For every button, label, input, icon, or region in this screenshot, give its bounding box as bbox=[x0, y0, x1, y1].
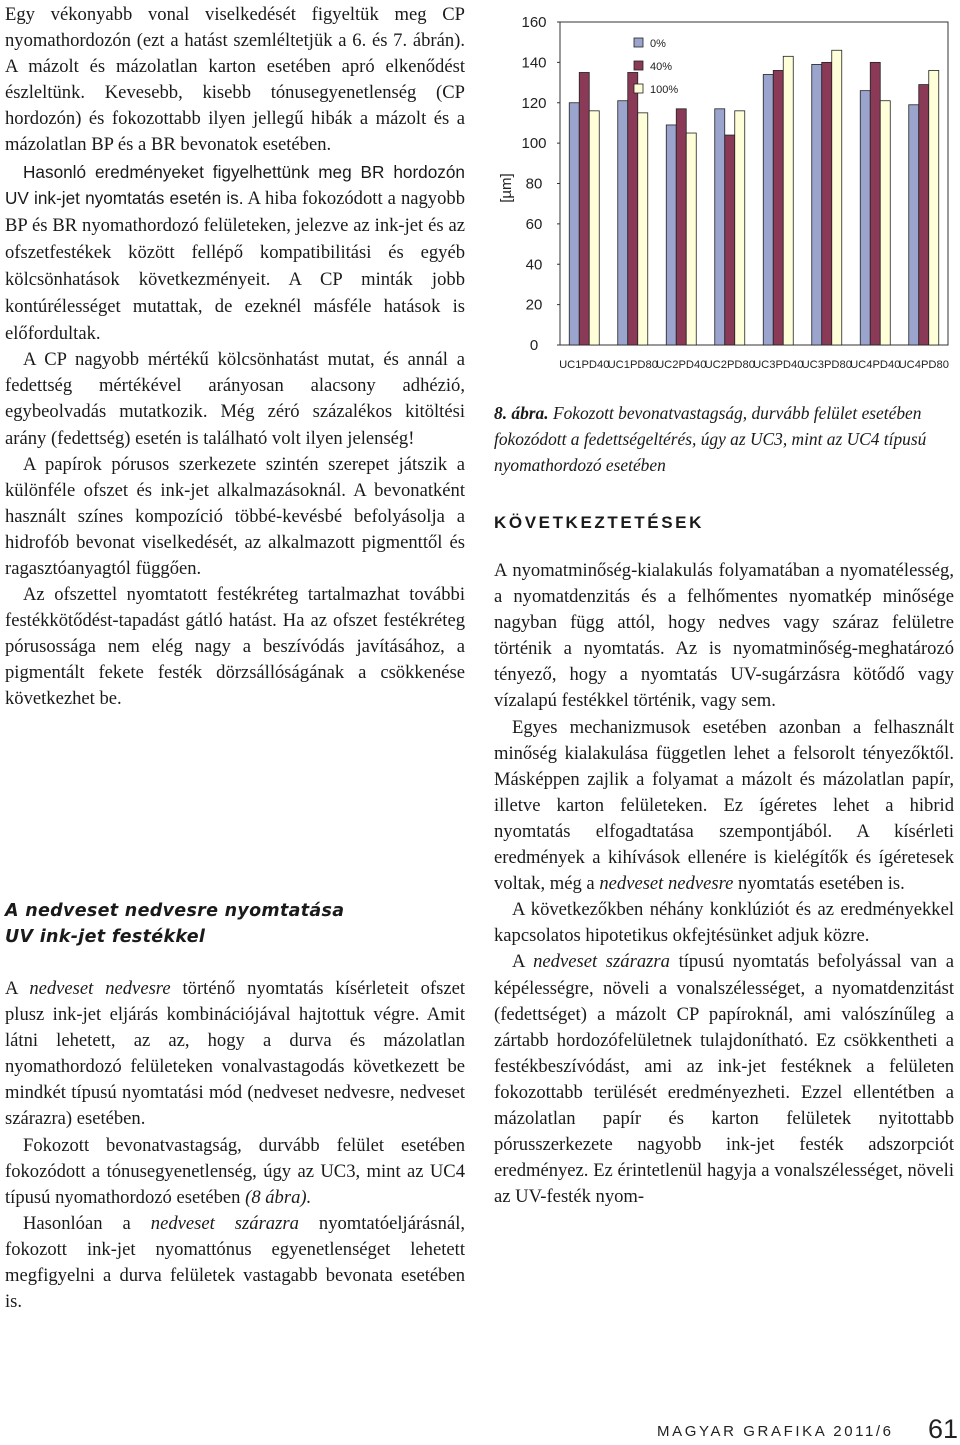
paragraph: A CP nagyobb mértékű kölcsönhatást mutat, és annál a fedettség mértékével arányosan alacsony adhézió, egybeolvadás mutatkozik. Még zéró százalékos kitöltési arány (fedettség) esetén is található volt ilyen jelenség! bbox=[5, 349, 465, 449]
text-span: történő nyomtatás kísérleteit ofszet plusz ink-jet eljárás kombinációjával hajtottuk végre. Amit látni lehetett, az az, hogy a durva és mázolatlan nyomathordozó felületeken vonalvastagodás következett be mindkét típusú nyomtatási mód (nedveset nedvesre, nedveset szárazra) esetében. bbox=[5, 978, 465, 1130]
bar bbox=[618, 101, 628, 345]
bar bbox=[773, 70, 783, 345]
paragraph: Az ofszettel nyomtatott festékréteg tartalmazhat további festékkötődést-tapadást gátló hatást. Ha az ofszet festékréteg pórusossága nem elég nagy a beszívódás javításához, a pigmentált fekete festék dörzsállóságának a csökkenése következhet be. bbox=[5, 584, 465, 710]
y-tick-label: 0 bbox=[529, 337, 539, 354]
legend-swatch bbox=[634, 61, 643, 70]
page-footer bbox=[640, 1411, 960, 1445]
bar-chart-svg bbox=[494, 0, 960, 392]
right-column bbox=[494, 558, 954, 1210]
y-axis-label: [µm] bbox=[498, 173, 515, 203]
y-tick-label: 120 bbox=[521, 94, 547, 112]
bar bbox=[822, 62, 832, 345]
bar bbox=[666, 125, 676, 345]
text-span: Hasonló eredményeket figyelhettünk meg BR hordozón UV ink-jet nyomtatás esetén is. bbox=[5, 161, 465, 208]
conclusions-heading: KÖVETKEZTETÉSEK bbox=[494, 513, 704, 532]
page-number: 61 bbox=[928, 1414, 959, 1444]
paragraph: A nyomatminőség-kialakulás folyamatában a nyomatélesség, a nyomatdenzitás és a felhőmentes nyomatkép minősége nagyban függ attól, hogy nedves vagy száraz felületre történik a nyomtatás. Az is nyomatminőség-meghatározó tényező, hogy a nyomtatás UV-sugárzásra kötődő vagy vízalapú festékkel történik, vagy sem. bbox=[494, 560, 954, 712]
bar bbox=[579, 72, 589, 345]
section-title-line: UV ink-jet festékkel bbox=[5, 927, 206, 947]
x-tick-label: UC3PD40 bbox=[753, 359, 804, 371]
x-tick-label: UC1PD80 bbox=[607, 359, 658, 371]
paragraph bbox=[494, 949, 954, 1210]
bar-chart bbox=[494, 0, 960, 392]
bar bbox=[628, 72, 638, 345]
text-span: nyomtatóeljárásnál, fokozott ink-jet nyomattónus egyenetlenséget lehetett megfigyelni a durva felületek vastagabb bevonata esetében is. bbox=[5, 1212, 466, 1313]
legend-label: 100% bbox=[650, 84, 679, 96]
x-tick-label: UC2PD80 bbox=[704, 359, 755, 371]
y-tick-label: 20 bbox=[525, 296, 543, 314]
left-column bbox=[5, 2, 465, 713]
bar bbox=[783, 56, 793, 345]
section-title-line: A nedveset nedvesre nyomtatása bbox=[5, 901, 345, 921]
paragraph: A következőkben néhány konklúziót és az eredményekkel kapcsolatos hipotetikus okfejtésünket adjuk közre. bbox=[494, 899, 954, 947]
section-title bbox=[5, 898, 465, 950]
bar bbox=[919, 85, 929, 345]
bar bbox=[638, 113, 648, 345]
text-span: Egyes mechanizmusok esetében azonban a felhasznált minőség kialakulása független lehet a felsorolt tényezőktől. Másképpen zajlik a folyamat a mázolt és mázolatlan papír, illetve karton felületeken. Ez ígéretes lehet a hibrid nyomtatás elfogadtatása szempontjából. A kísérleti eredmények a kihívások ellenére is kielégítők és ígéretesek voltak, még a bbox=[494, 716, 954, 895]
bar bbox=[860, 91, 870, 345]
journal-name: MAGYAR GRAFIKA 2011/6 bbox=[657, 1423, 894, 1440]
paragraph bbox=[5, 1211, 465, 1315]
bar bbox=[909, 105, 919, 345]
paragraph bbox=[494, 715, 954, 898]
text-span: típusú nyomtatás befolyással van a képélességre, növeli a vonalszélességet, a nyomatdenzitást (fedettséget) a mázolt CP papíroknál, ami valószínűleg a zártabb hordozófelületnek tulajdonítható. Ez csökkentheti a festékbeszívódást, ami az ink-jet festéknek a felületen fokozottabb terülését eredményezheti. Ezzel ellentétben a mázolatlan papír és karton felületek nyitottabb pórusszerkezete nagyobb ink-jet festék adszorpciót eredményez. Ez érintetlenül hagyja a vonalszélességet, növeli az UV-festék nyom- bbox=[494, 951, 954, 1208]
text-span: A bbox=[512, 951, 534, 973]
bar bbox=[763, 74, 773, 345]
bar bbox=[686, 133, 696, 345]
figure-caption bbox=[494, 400, 954, 478]
caption-label: 8. ábra. bbox=[494, 403, 549, 423]
bar bbox=[929, 70, 939, 345]
y-tick-label: 80 bbox=[525, 175, 543, 193]
paragraph: A papírok pórusos szerkezete szintén szerepet játszik a különféle ofszet és ink-jet alkalmazásoknál. A bevonatként használt színes kompozíció többé-kevésbé befolyásolja a hidrofób bevonat viselkedését, az alkalmazott pigmenttől és ragasztóanyagtól függően. bbox=[5, 453, 465, 579]
x-tick-label: UC1PD40 bbox=[559, 359, 610, 371]
text-span: A hiba fokozódott a nagyobb BP és BR nyomathordozó felületeken, jelezve az ink-jet és az ofszetfestékek között fellépő kompatibilitási és egyéb kölcsönhatások következményeit. A CP minták jobb kontúrélességet mutattak, de ezeknél másféle hatások is előfordultak. bbox=[5, 187, 465, 345]
x-tick-label: UC2PD40 bbox=[656, 359, 707, 371]
emphasis: (8 ábra). bbox=[245, 1186, 312, 1208]
text-span: nyomtatás esetében is. bbox=[733, 873, 905, 895]
bar bbox=[735, 111, 745, 345]
legend-label: 40% bbox=[650, 61, 673, 73]
legend-label: 0% bbox=[650, 38, 666, 50]
bar bbox=[569, 103, 579, 345]
bar bbox=[812, 64, 822, 345]
caption-text: Fokozott bevonatvastagság, durvább felület esetében fokozódott a fedettségeltérés, úgy az UC3, mint az UC4 típusú nyomathordozó esetében bbox=[494, 403, 927, 475]
x-tick-label: UC3PD80 bbox=[801, 359, 852, 371]
y-tick-label: 60 bbox=[525, 215, 543, 233]
y-tick-label: 160 bbox=[521, 14, 547, 31]
bar bbox=[832, 50, 842, 345]
paragraph bbox=[5, 976, 465, 1133]
text-span: Fokozott bevonatvastagság, durvább felület esetében fokozódott a tónusegyenetlenség, úgy az UC3, mint az UC4 típusú nyomathordozó esetében bbox=[5, 1134, 465, 1208]
bar bbox=[589, 111, 599, 345]
emphasis: nedveset szárazra bbox=[150, 1212, 299, 1234]
bar bbox=[870, 62, 880, 345]
text-span: A bbox=[5, 978, 30, 999]
bar bbox=[715, 109, 725, 345]
x-tick-label: UC4PD80 bbox=[898, 359, 949, 371]
bar bbox=[725, 135, 735, 345]
bar bbox=[676, 109, 686, 345]
emphasis: nedveset nedvesre bbox=[599, 873, 734, 895]
y-tick-label: 140 bbox=[521, 54, 547, 72]
emphasis: nedveset nedvesre bbox=[29, 978, 171, 999]
y-tick-label: 100 bbox=[521, 135, 547, 153]
y-tick-label: 40 bbox=[525, 256, 543, 274]
legend-swatch bbox=[634, 84, 643, 93]
bar bbox=[880, 101, 890, 345]
legend-swatch bbox=[634, 38, 643, 47]
text-span: Hasonlóan a bbox=[23, 1212, 151, 1234]
paragraph bbox=[5, 159, 465, 348]
emphasis: nedveset szárazra bbox=[533, 951, 670, 973]
x-tick-label: UC4PD40 bbox=[850, 359, 901, 371]
paragraph bbox=[5, 1133, 465, 1211]
left-column-lower bbox=[5, 976, 465, 1315]
paragraph: Egy vékonyabb vonal viselkedését figyeltük meg CP nyomathordozón (ezt a hatást szemléltetjük a 6. és 7. ábrán). A mázolt és mázolatlan karton esetében apró elkenődést észleltünk. Kevesebb, kisebb tónusegyenetlenség (CP hordozón) és fokozottabb ilyen jellegű hibák a mázolt és a mázolatlan BP és a BR bevonatok esetében. bbox=[5, 4, 465, 156]
